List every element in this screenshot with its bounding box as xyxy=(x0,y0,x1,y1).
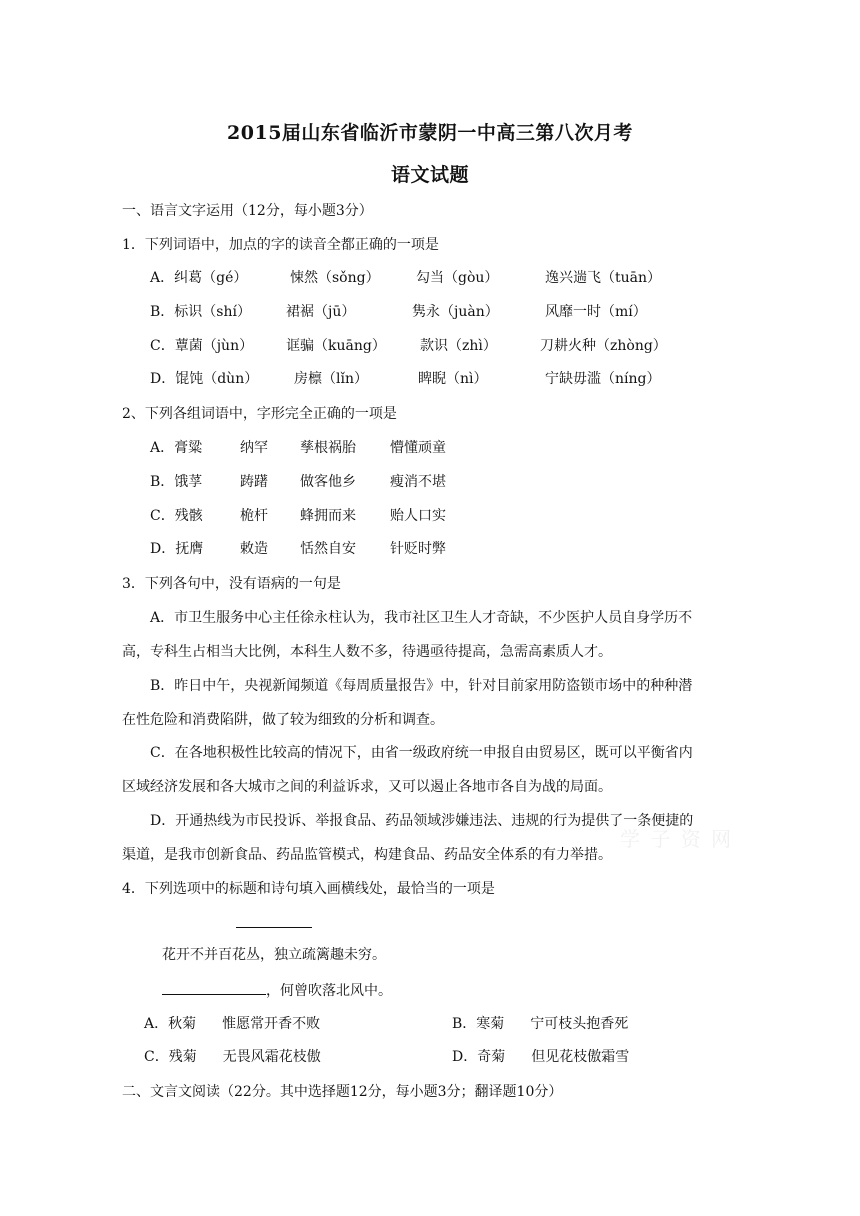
poem-line-1: 花开不并百花丛，独立疏篱趣未穷。 xyxy=(162,947,386,963)
q3-option-c-line-1: C．在各地积极性比较高的情况下，由省一级政府统一申报自由贸易区，既可以平衡省内 xyxy=(150,745,693,761)
q3-option-b-line-2: 在性危险和消费陷阱，做了较为细致的分析和调查。 xyxy=(122,712,444,728)
q2-a-item-1: A．膏粱 xyxy=(150,440,203,456)
q2-c-item-3: 蜂拥而来 xyxy=(300,508,356,524)
q3-option-d-line-1: D．开通热线为市民投诉、举报食品、药品领域涉嫌违法、违规的行为提供了一条便捷的 xyxy=(150,813,694,829)
q2-d-item-2: 敕造 xyxy=(240,541,268,557)
exam-subtitle: 语文试题 xyxy=(390,164,469,186)
q2-d-item-1: D．抚膺 xyxy=(150,541,204,557)
q1-b-item-3: 隽永（juàn） xyxy=(412,304,499,320)
verse-blank xyxy=(162,980,266,995)
q2-c-item-2: 桅杆 xyxy=(240,508,268,524)
q1-b-item-4: 风靡一时（mí） xyxy=(545,304,647,320)
q1-stem: 1．下列词语中，加点的字的读音全都正确的一项是 xyxy=(122,237,439,253)
section-1-heading: 一、语言文字运用（12分，每小题3分） xyxy=(122,203,373,219)
q2-a-item-3: 孳根祸胎 xyxy=(300,440,356,456)
q1-d-item-4: 宁缺毋滥（níng） xyxy=(545,371,661,387)
q1-c-item-2: 诓骗（kuāng） xyxy=(286,338,386,354)
exam-title: 2015届山东省临沂市蒙阴一中高三第八次月考 xyxy=(227,122,633,144)
q3-option-a-line-1: A．市卫生服务中心主任徐永柱认为，我市社区卫生人才奇缺，不少医护人员自身学历不 xyxy=(150,610,693,626)
q2-d-item-3: 恬然自安 xyxy=(300,541,356,557)
watermark: 学 子 资 网 xyxy=(620,827,734,851)
q2-d-item-4: 针贬时弊 xyxy=(390,541,446,557)
q2-a-item-4: 懵懂顽童 xyxy=(390,440,446,456)
q2-c-item-1: C．残骸 xyxy=(150,508,203,524)
q1-b-item-2: 裙裾（jū） xyxy=(286,304,356,320)
q2-b-item-4: 瘦消不堪 xyxy=(390,474,446,490)
q1-c-item-1: C．蕈菌（jùn） xyxy=(150,338,254,354)
q2-b-item-2: 踌躇 xyxy=(240,474,268,490)
q1-a-item-4: 逸兴遄飞（tuān） xyxy=(545,270,662,286)
q1-d-item-1: D．馄饨（dùn） xyxy=(150,371,259,387)
title-blank xyxy=(236,927,312,928)
q1-c-item-4: 刀耕火种（zhòng） xyxy=(540,338,667,354)
q3-option-c-line-2: 区域经济发展和各大城市之间的利益诉求，又可以遏止各地市各自为战的局面。 xyxy=(122,779,612,795)
q2-c-item-4: 贻人口实 xyxy=(390,508,446,524)
q1-d-item-2: 房檩（lǐn） xyxy=(294,371,368,387)
q4-option-d: D．奇菊 但见花枝傲霜雪 xyxy=(452,1049,630,1065)
q2-a-item-2: 纳罕 xyxy=(240,440,268,456)
q1-a-item-2: 悚然（sǒng） xyxy=(290,270,380,286)
q3-stem: 3．下列各句中，没有语病的一句是 xyxy=(122,576,341,592)
q1-a-item-3: 勾当（gòu） xyxy=(416,270,499,286)
q1-b-item-1: B．标识（shí） xyxy=(150,304,251,320)
q3-option-a-line-2: 高，专科生占相当大比例，本科生人数不多，待遇亟待提高，急需高素质人才。 xyxy=(122,644,612,660)
q4-option-a: A．秋菊 惟愿常开香不败 xyxy=(144,1016,321,1032)
q1-a-item-1: A．纠葛（gé） xyxy=(150,270,248,286)
section-2-heading: 二、文言文阅读（22分。其中选择题12分，每小题3分；翻译题10分） xyxy=(122,1084,563,1100)
q1-d-item-3: 睥睨（nì） xyxy=(418,371,488,387)
q2-b-item-1: B．饿莩 xyxy=(150,474,203,490)
q4-option-c: C．残菊 无畏风霜花枝傲 xyxy=(144,1049,321,1065)
q4-stem: 4．下列选项中的标题和诗句填入画横线处，最恰当的一项是 xyxy=(122,881,495,897)
q2-b-item-3: 做客他乡 xyxy=(300,474,356,490)
q3-option-d-line-2: 渠道，是我市创新食品、药品监管模式，构建食品、药品安全体系的有力举措。 xyxy=(122,847,612,863)
q1-c-item-3: 款识（zhì） xyxy=(420,338,497,354)
q3-option-b-line-1: B．昨日中午，央视新闻频道《每周质量报告》中，针对目前家用防盗锁市场中的种种潜 xyxy=(150,678,693,694)
q2-stem: 2、下列各组词语中，字形完全正确的一项是 xyxy=(122,406,397,422)
poem-line-2: ，何曾吹落北风中。 xyxy=(162,980,392,1001)
q4-option-b: B．寒菊 宁可枝头抱香死 xyxy=(452,1016,629,1032)
